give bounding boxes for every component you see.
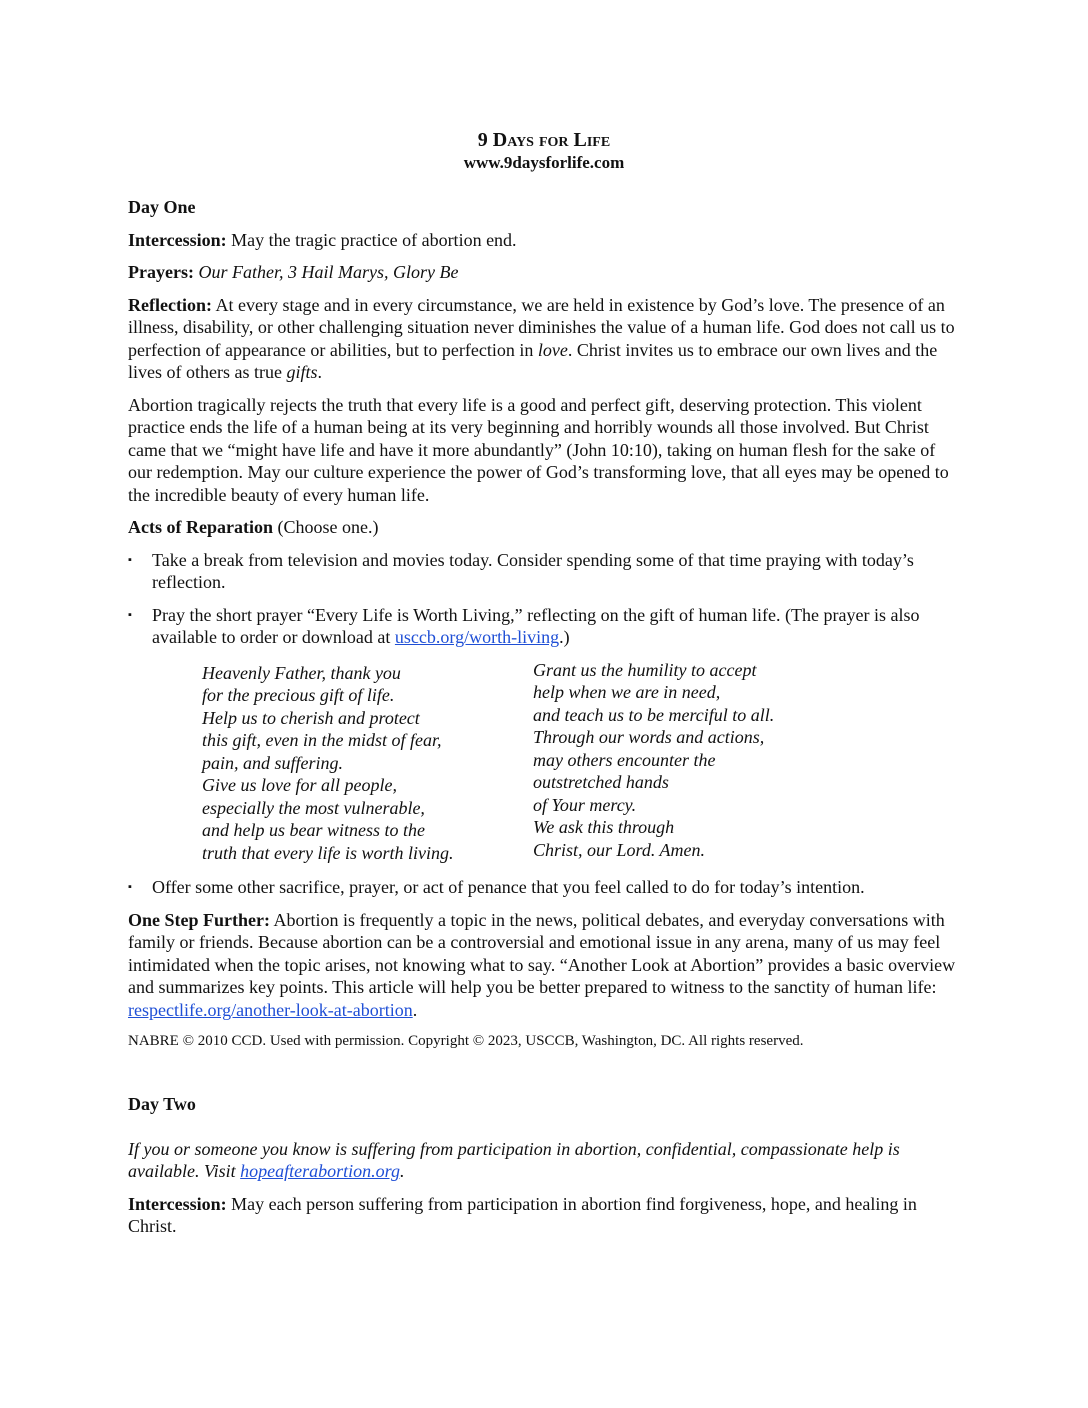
reflection-text-b: . Christ invites us to embrace our own lives and the lives of others as true [128,339,938,382]
list-item [128,876,960,899]
day-two-section [128,1093,960,1238]
act-text: Offer some other sacrifice, prayer, or act of penance that you feel called to do for today’s intention. [152,877,865,897]
intercession-label: Intercession: [128,1193,227,1214]
prayer-every-life [202,659,960,865]
acts-label: Acts of Reparation [128,517,273,537]
website-url: www.9daysforlife.com [463,153,625,172]
document-header [128,128,960,174]
copyright-notice: NABRE © 2010 CCD. Used with permission. Copyright © 2023, USCCB, Washington, DC. All rights reserved. [128,1033,804,1049]
reflection-gifts: gifts [286,362,318,382]
further-label: One Step Further: [128,909,270,930]
reflection-label: Reflection: [128,294,212,315]
day-one-reflection-paragraph-2: Abortion tragically rejects the truth that every life is a good and perfect gift, deserving protection. This violent practice ends the life of a human being at its very beginning and horribly wounds all those involved. But Christ came that we “might have life and have it more abundantly” (John 10:10), taking on human flesh for the sake of our redemption. May our culture experience the power of God’s transforming love, that all eyes may be opened to the incredible beauty of every human life. [128,394,949,505]
act-text: Take a break from television and movies today. Consider spending some of that time praying with today’s reflection. [152,549,914,592]
acts-of-reparation-heading [128,516,960,539]
day-one-intercession [128,229,960,252]
document-page [128,128,960,1248]
acts-note: (Choose one.) [272,517,379,537]
document-title: 9 Days for Life [477,129,611,151]
note-text-a: If you or someone you know is suffering from participation in abortion, confidential, compassionate help is available. Visit [128,1138,900,1181]
bullet-icon: ▪ [128,608,132,621]
day-one-heading: Day One [128,197,196,217]
intercession-label: Intercession: [128,229,227,250]
intercession-text: May each person suffering from participation in abortion find forgiveness, hope, and healing in Christ. [128,1193,917,1236]
acts-list-continued [128,876,960,899]
prayers-text: Our Father, 3 Hail Marys, Glory Be [198,262,459,282]
reflection-love: love [537,339,568,360]
worth-living-link[interactable]: usccb.org/worth-living [394,627,560,647]
day-one-reflection-paragraph-1 [128,294,960,384]
help-note [128,1138,960,1183]
bullet-icon: ▪ [128,881,132,893]
act-text-b: .) [559,627,570,647]
prayers-label: Prayers: [128,262,194,282]
reflection-text-a: At every stage and in every circumstance, we are held in existence by God’s love. The presence of an illness, disability, or other challenging situation never diminishes the value of a human life. God does not call us to perfection of appearance or abilities, but to perfection in [128,294,955,360]
day-one-prayers [128,261,960,284]
prayer-column-left: Heavenly Father, thank you for the precious gift of life. Help us to cherish and protect this gift, even in the midst of fear, pain, and suffering. Give us love for all people, especially the most vulnerable, and help us bear witness to the truth that every life is worth living. [202,662,454,863]
hope-after-abortion-link[interactable]: hopeafterabortion.org [240,1161,400,1181]
further-text: Abortion is frequently a topic in the news, political debates, and everyday conversations with family or friends. Because abortion can be a controversial and emotional issue in any arena, many of us may feel intimidated when the topic arises, not knowing what to say. “Another Look at Abortion” provides a basic overview and summarizes key points. This article will help you be better prepared to witness to the sanctity of human life: [128,909,956,997]
further-end: . [412,999,418,1020]
intercession-text: May the tragic practice of abortion end. [226,229,517,250]
list-item [128,604,960,649]
day-two-intercession [128,1193,960,1238]
reflection-text-c: . [317,362,322,382]
day-one-section [128,196,960,1051]
bullet-icon: ▪ [128,553,132,566]
note-text-b: . [400,1161,405,1181]
prayer-column-right: Grant us the humility to accept help when we are in need, and teach us to be merciful to all. Through our words and actions, may others encounter the outstretched hands of Your mercy. We ask this through Christ, our Lord. Amen. [533,659,775,860]
day-two-heading: Day Two [128,1094,196,1114]
one-step-further [128,909,960,1022]
acts-list [128,549,960,649]
another-look-link[interactable]: respectlife.org/another-look-at-abortion [128,999,413,1020]
list-item [128,549,960,594]
act-text-a: Pray the short prayer “Every Life is Worth Living,” reflecting on the gift of human life. (The prayer is also available to order or download at [152,604,920,647]
